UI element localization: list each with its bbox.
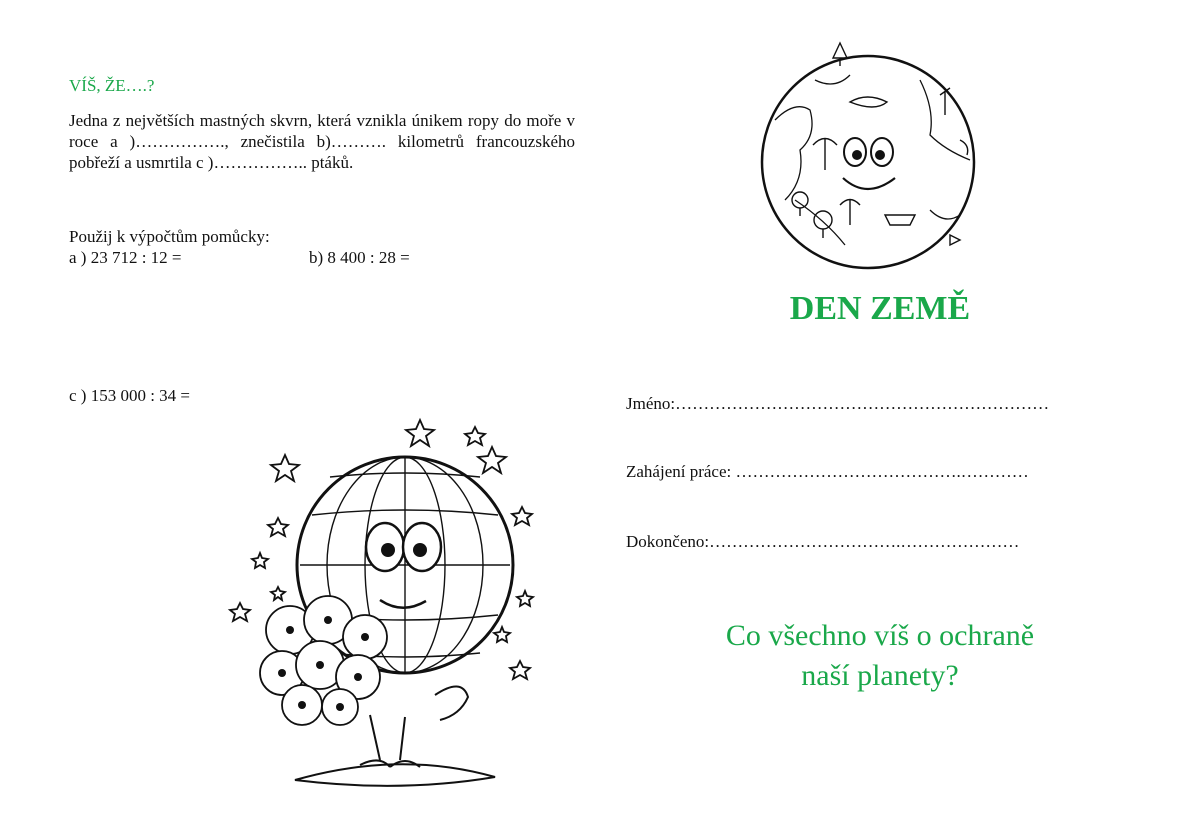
work-start-field-line[interactable]: Zahájení práce: ………………………………….………… [626, 462, 1029, 481]
task-a: a ) 23 712 : 12 = [69, 248, 182, 267]
task-b: b) 8 400 : 28 = [309, 248, 410, 267]
completed-field-line[interactable]: Dokončeno:…………………………….………………… [626, 532, 1020, 551]
task-c: c ) 153 000 : 34 = [69, 386, 191, 405]
globe-with-flowers-illustration [230, 415, 530, 790]
earth-globe-illustration [755, 40, 985, 275]
name-field-line[interactable]: Jméno:………………………………………………………… [626, 394, 1050, 413]
fact-paragraph-text: Jedna z největších mastných skvrn, která vznikla únikem ropy do moře v roce a )……………., znečistila b)………. kilometrů francouzského pobřeží a usmrtila c )…………….. ptáků. [69, 111, 575, 172]
question-line-1: Co všechno víš o ochraně [725, 619, 1035, 652]
tools-label: Použij k výpočtům pomůcky: [69, 227, 270, 246]
question-line-2: naší planety? [801, 659, 959, 692]
planet-protection-question [600, 616, 1160, 696]
fact-paragraph [69, 110, 575, 173]
day-of-earth-title: DEN ZEMĚ [789, 290, 971, 327]
did-you-know-title: VÍŠ, ŽE….? [69, 76, 155, 95]
